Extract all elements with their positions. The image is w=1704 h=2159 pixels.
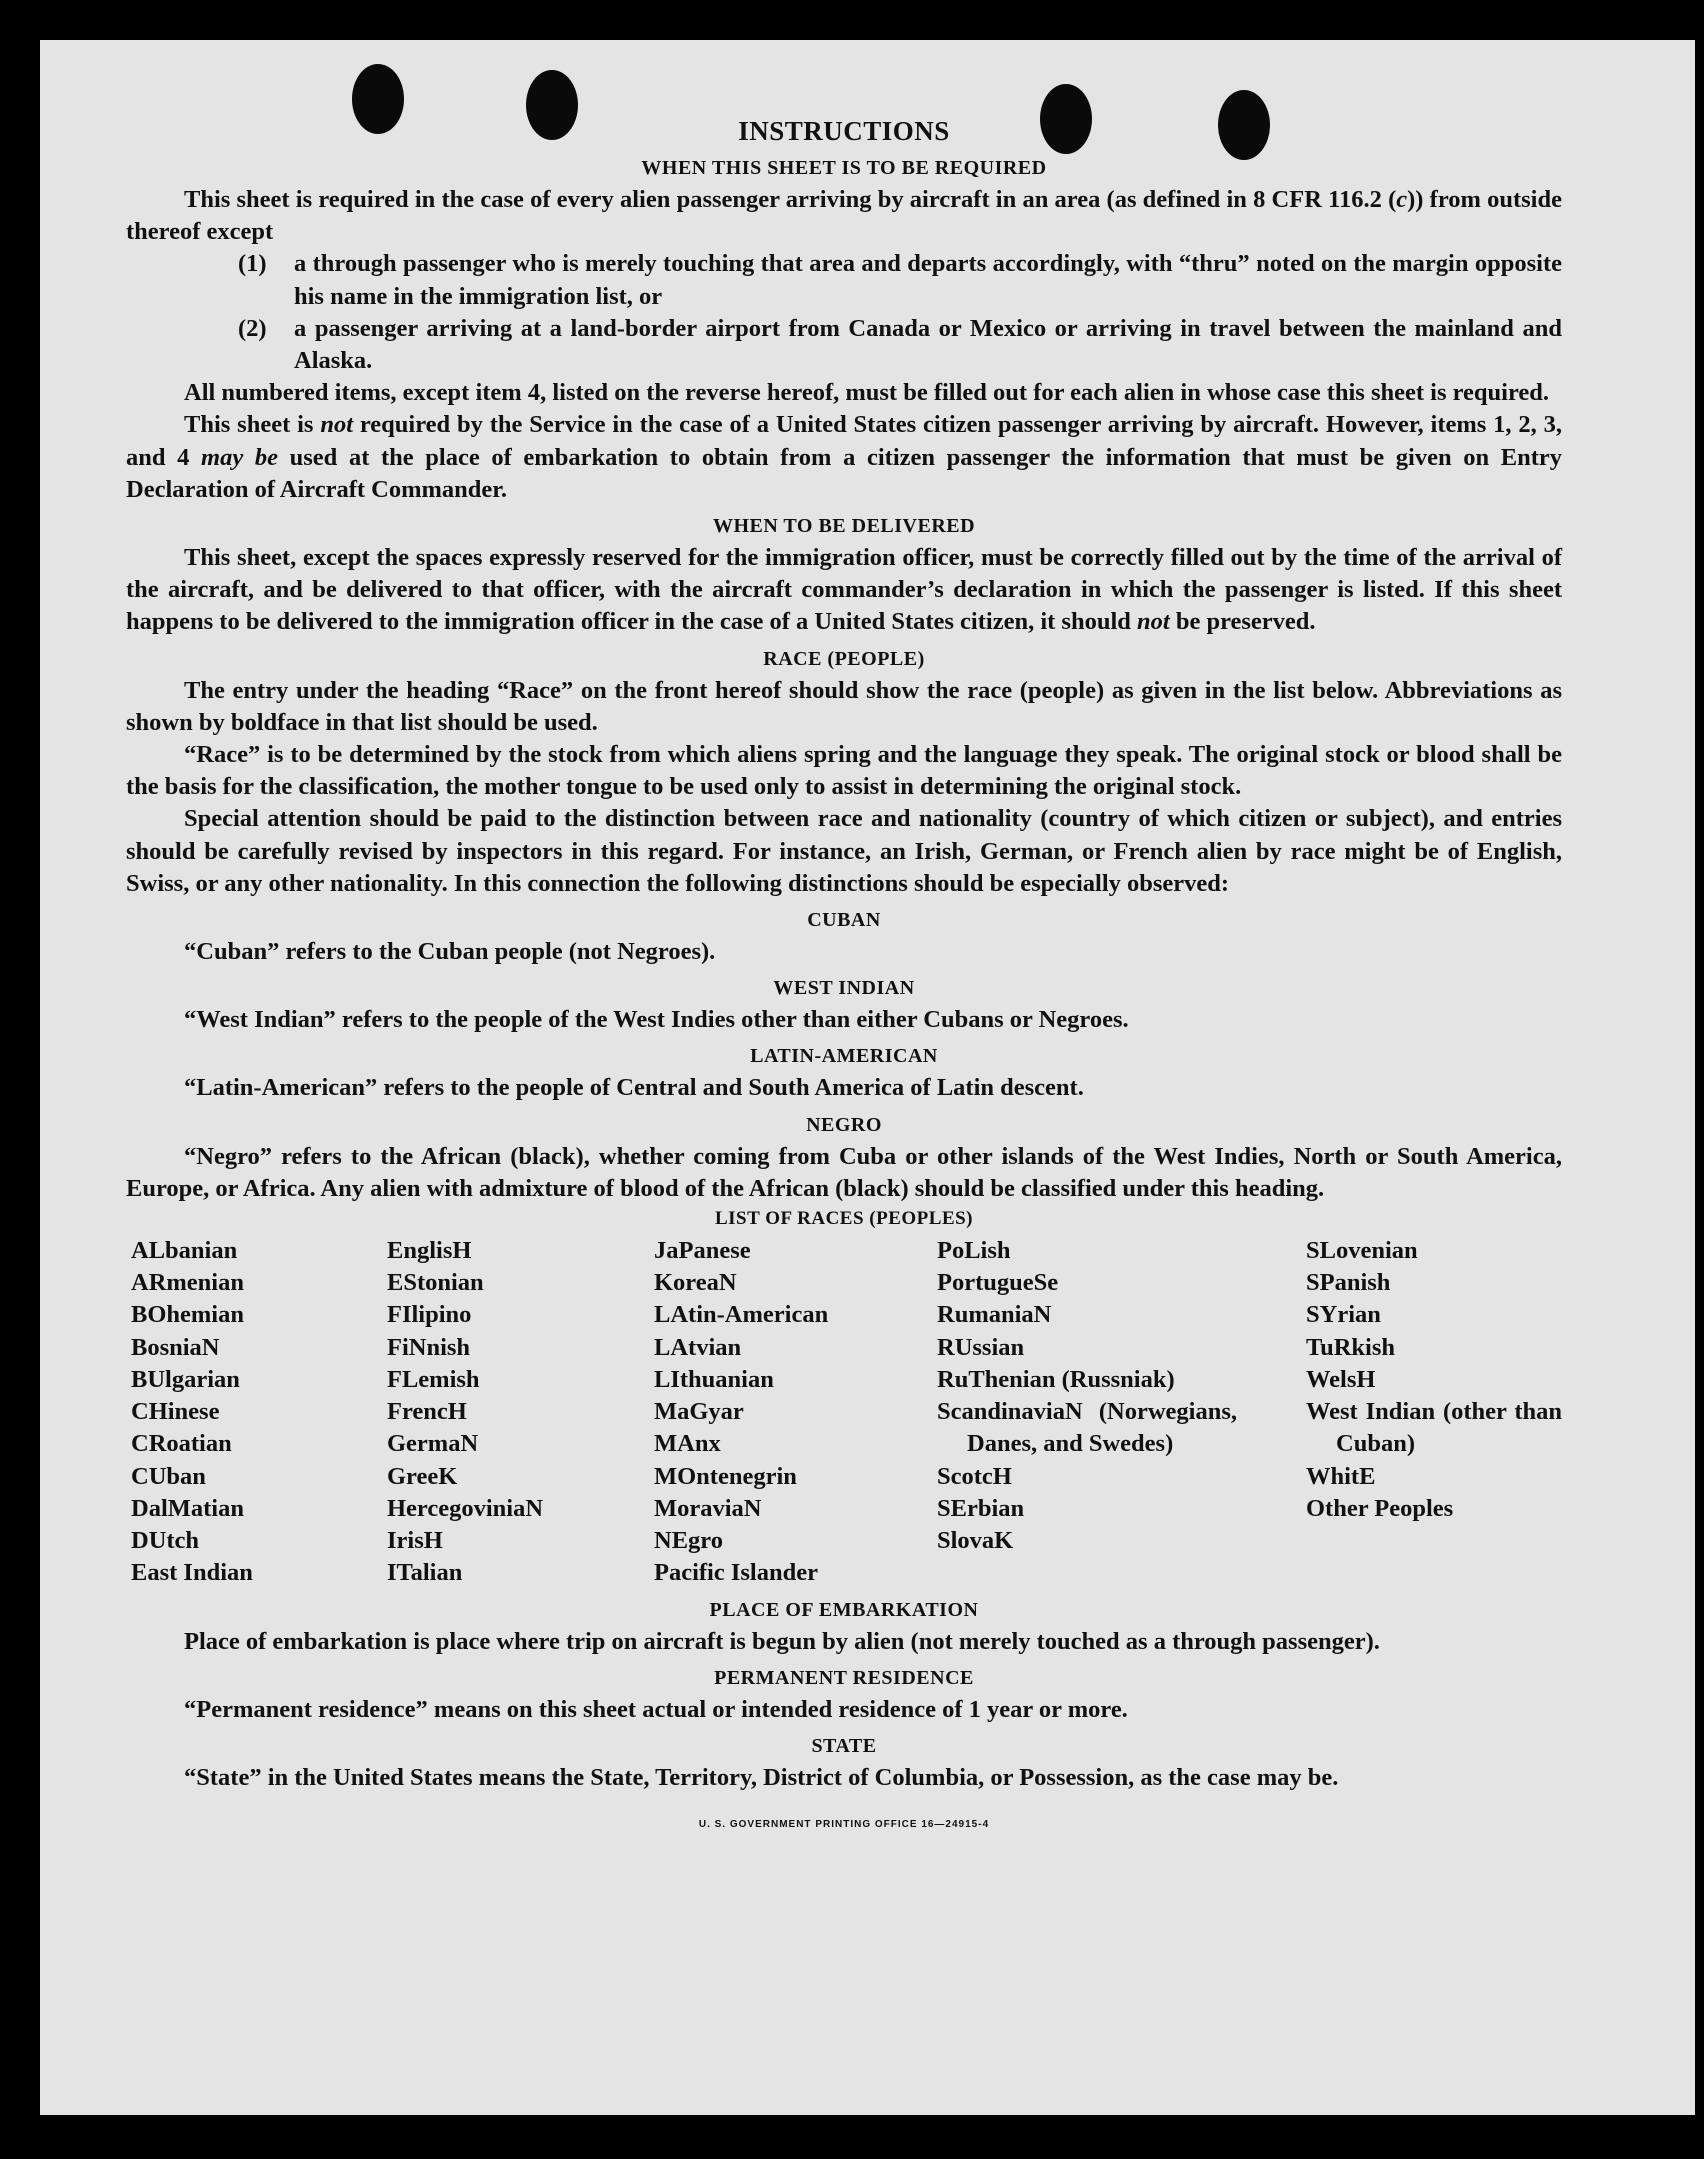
race-column (654, 1235, 924, 1589)
race-entry: ALbanian (131, 1237, 238, 1265)
text-segment: Place of embarkation is place where trip on aircraft is begun by alien (not merely touched as a through passenger). (184, 1628, 1380, 1656)
race-entry: Pacific Islander (654, 1559, 818, 1587)
paragraph (126, 1004, 1562, 1036)
race-entry: SlovaK (937, 1526, 1014, 1554)
race-entry: TuRkish (1306, 1333, 1396, 1361)
race-entry: ARmenian (131, 1269, 244, 1297)
race-entry: SYrian (1306, 1301, 1381, 1329)
paragraph (126, 1626, 1562, 1658)
race-entry: SErbian (937, 1494, 1025, 1522)
text-segment: All numbered items, except item 4, listed on the reverse hereof, must be filled out for each alien in whose case this sheet is required. (184, 379, 1550, 407)
text-segment: used at the place of embarkation to obtain from a citizen passenger the information that must be given on Entry Declaration of Aircraft Commander. (126, 443, 1562, 503)
instructions-content (126, 114, 1562, 1841)
race-entry: FiNnish (387, 1333, 471, 1361)
race-entry: WelsH (1306, 1365, 1376, 1393)
text-segment: This sheet is (184, 411, 321, 439)
race-entry: ScandinaviaN (Norwegians, Danes, and Swedes) (937, 1398, 1237, 1458)
text-segment: This sheet, except the spaces expressly reserved for the immigration officer, must be correctly filled out by the time of the arrival of the aircraft, and be delivered to that officer, with the aircraft commander’s declaration in which the passenger is listed. If this sheet happens to be delivered to the immigration officer in the case of a United States citizen, it should (126, 544, 1562, 636)
race-column (1306, 1235, 1562, 1525)
race-entry: ScotcH (937, 1462, 1012, 1490)
list-item (238, 248, 1562, 312)
race-entry: EnglisH (387, 1237, 472, 1265)
paragraph (126, 675, 1562, 739)
race-entry: MoraviaN (654, 1494, 762, 1522)
race-entry: East Indian (131, 1559, 253, 1587)
race-entry: LAtvian (654, 1333, 742, 1361)
race-column (131, 1235, 371, 1589)
section-heading: STATE (811, 1735, 877, 1758)
section-heading: PERMANENT RESIDENCE (714, 1667, 974, 1690)
text-segment: “Race” is to be determined by the stock from which aliens spring and the language they speak. The original stock or blood shall be the basis for the classification, the mother tongue to be used only to assist in determining the original stock. (126, 741, 1562, 801)
race-entry: MAnx (654, 1430, 721, 1458)
item-number: (2) (238, 314, 267, 342)
race-entry: WhitE (1306, 1462, 1376, 1490)
race-entry: DalMatian (131, 1494, 244, 1522)
race-entry: FrencH (387, 1398, 467, 1426)
race-entry: CRoatian (131, 1430, 232, 1458)
race-column (387, 1235, 637, 1589)
paragraph (126, 542, 1562, 639)
section-heading: WEST INDIAN (773, 977, 915, 1000)
race-entry: RumaniaN (937, 1301, 1052, 1329)
section-heading: LATIN-AMERICAN (750, 1045, 938, 1068)
paragraph (126, 739, 1562, 803)
text-segment: “Cuban” refers to the Cuban people (not Negroes). (184, 938, 716, 966)
text-segment: The entry under the heading “Race” on the front hereof should show the race (people) as given in the list below. Abbreviations as shown by boldface in that list should be used. (126, 676, 1562, 736)
text-segment: This sheet is required in the case of every alien passenger arriving by aircraft in an area (as defined in 8 CFR 116.2 ( (184, 186, 1397, 213)
text-segment: be preserved. (1169, 608, 1316, 636)
page-title: INSTRUCTIONS (738, 116, 950, 146)
race-entry: GermaN (387, 1430, 479, 1458)
printer-imprint: U. S. GOVERNMENT PRINTING OFFICE 16—24915-4 (698, 1818, 990, 1830)
text-segment: a through passenger who is merely touching that area and departs accordingly, with “thru” noted on the margin opposite his name in the immigration list, or (294, 250, 1562, 310)
item-text (294, 313, 1562, 377)
race-entry: CHinese (131, 1398, 220, 1426)
paragraph (126, 1141, 1562, 1205)
italic-text: not (1137, 608, 1170, 636)
paragraph (126, 803, 1562, 900)
section-heading: CUBAN (807, 909, 881, 932)
race-entry: NEgro (654, 1526, 723, 1554)
race-entry: BOhemian (131, 1301, 244, 1329)
section-heading: RACE (PEOPLE) (763, 647, 925, 670)
text-segment: “Negro” refers to the African (black), whether coming from Cuba or other islands of the West Indies, North or South America, Europe, or Africa. Any alien with admixture of blood of the African (black) should be classified under this heading. (126, 1142, 1562, 1202)
race-entry: FIlipino (387, 1301, 472, 1329)
text-segment: Special attention should be paid to the distinction between race and nationality (country of which citizen or subject), and entries should be carefully revised by inspectors in this regard. For instance, an Irish, German, or French alien by race might be of English, Swiss, or any other nationality. In this connection the following distinctions should be especially observed: (126, 805, 1562, 897)
sections-top (126, 152, 1562, 1205)
paragraph (126, 1072, 1562, 1104)
race-entry: LIthuanian (654, 1365, 774, 1393)
race-entry: ITalian (387, 1559, 463, 1587)
race-entry: BosniaN (131, 1333, 220, 1361)
race-entry: GreeK (387, 1462, 458, 1490)
list-item (238, 313, 1562, 377)
italic-text: not (320, 411, 353, 439)
race-entry: West Indian (other than Cuban) (1306, 1398, 1562, 1458)
race-column (937, 1235, 1237, 1557)
section-heading: WHEN THIS SHEET IS TO BE REQUIRED (641, 157, 1047, 179)
paragraph (126, 1694, 1562, 1726)
races-heading: LIST OF RACES (PEOPLES) (714, 1208, 974, 1230)
race-entry: JaPanese (654, 1237, 751, 1265)
race-entry: IrisH (387, 1526, 443, 1554)
section-heading: NEGRO (806, 1113, 882, 1136)
item-text (294, 248, 1562, 312)
text-segment: “Permanent residence” means on this sheet actual or intended residence of 1 year or more. (184, 1696, 1128, 1724)
text-segment: “State” in the United States means the State, Territory, District of Columbia, or Possession, as the case may be. (184, 1764, 1339, 1792)
item-number: (1) (238, 250, 267, 278)
section-heading: PLACE OF EMBARKATION (709, 1599, 979, 1622)
race-entry: HercegoviniaN (387, 1494, 544, 1522)
race-entry: MOntenegrin (654, 1462, 797, 1490)
text-segment: required by the Service in the case of a United States citizen passenger arriving by aircraft. However, items 1, 2, 3, and 4 (126, 411, 1563, 471)
race-entry: LAtin-American (654, 1301, 829, 1329)
race-entry: RuThenian (Russniak) (937, 1365, 1175, 1393)
race-list (126, 1235, 1562, 1590)
race-entry: EStonian (387, 1269, 484, 1297)
race-entry: BUlgarian (131, 1365, 240, 1393)
race-entry: KoreaN (654, 1269, 737, 1297)
race-entry: SLovenian (1306, 1237, 1418, 1265)
race-entry: RUssian (937, 1333, 1025, 1361)
text-segment: “West Indian” refers to the people of the West Indies other than either Cubans or Negroes. (184, 1006, 1129, 1034)
paragraph (126, 936, 1562, 968)
race-entry: PortugueSe (937, 1269, 1059, 1297)
italic-text: may be (201, 443, 278, 471)
paragraph (126, 409, 1562, 506)
paragraph (126, 377, 1562, 409)
race-entry: MaGyar (654, 1398, 744, 1426)
race-entry: DUtch (131, 1526, 200, 1554)
race-entry: Other Peoples (1306, 1494, 1454, 1522)
paragraph (126, 1762, 1562, 1794)
race-entry: SPanish (1306, 1269, 1391, 1297)
text-segment: )) from outside thereof except (126, 186, 1562, 246)
race-entry: PoLish (937, 1237, 1011, 1265)
text-segment: “Latin-American” refers to the people of Central and South America of Latin descent. (184, 1074, 1084, 1102)
italic-text: c (1396, 186, 1408, 213)
section-heading: WHEN TO BE DELIVERED (712, 515, 976, 538)
text-segment: a passenger arriving at a land-border airport from Canada or Mexico or arriving in travel between the mainland and Alaska. (294, 314, 1562, 375)
race-entry: CUban (131, 1462, 206, 1490)
race-entry: FLemish (387, 1365, 480, 1393)
paragraph (126, 184, 1562, 248)
sections-bottom (126, 1594, 1562, 1795)
